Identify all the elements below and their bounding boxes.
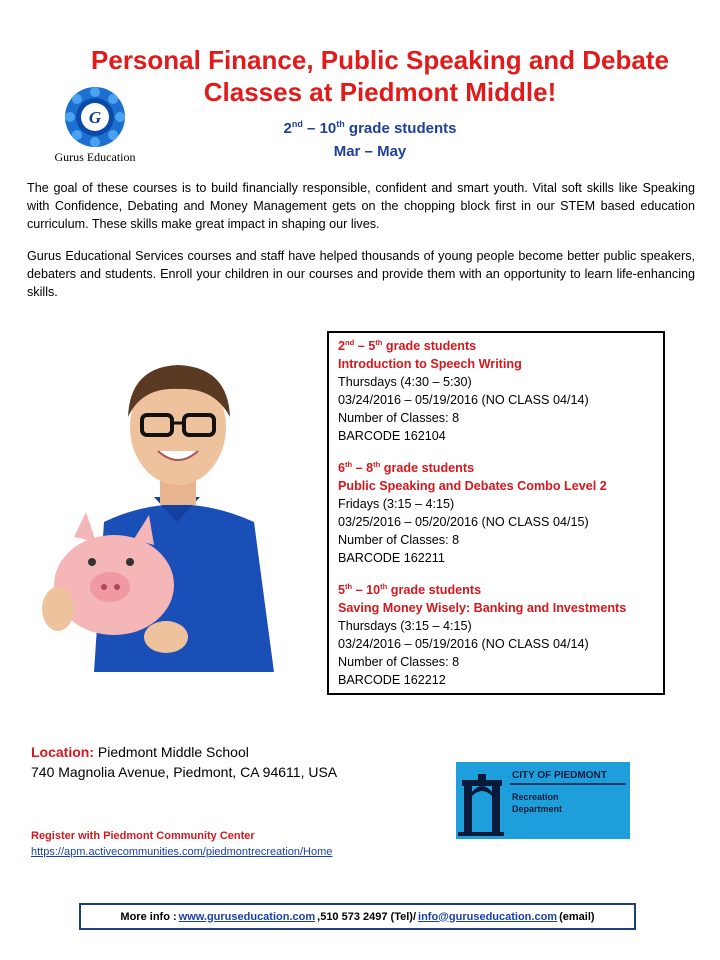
- location-label: Location:: [31, 744, 94, 760]
- class-entry: [338, 459, 654, 567]
- class-grade-range: 5th – 10th grade students: [338, 581, 482, 597]
- intro-paragraph-1: The goal of these courses is to build financially responsible, confident and smart youth. Vital soft skills like Speaking with Confidence, Debating and Money Management gets on the chopping block first in our STEM based education curriculum. These skills make great impact in shaping our lives.: [27, 181, 695, 231]
- email-link[interactable]: info@guruseducation.com: [418, 910, 558, 923]
- city-of-piedmont-logo: [456, 762, 630, 839]
- class-count: Number of Classes: 8: [338, 655, 460, 669]
- footer-email-suffix: (email): [559, 910, 595, 923]
- svg-text:G: G: [88, 108, 102, 127]
- class-title: Introduction to Speech Writing: [338, 357, 522, 371]
- class-title: Public Speaking and Debates Combo Level 2: [338, 479, 607, 493]
- page-title: [40, 44, 720, 108]
- class-barcode: BARCODE 162104: [338, 429, 446, 443]
- grade-range-subtitle: 2nd – 10th grade students: [283, 119, 457, 137]
- class-title: Saving Money Wisely: Banking and Investments: [338, 601, 627, 615]
- intro-paragraph-2: Gurus Educational Services courses and staff have helped thousands of young people become better public speakers, debaters and students. Enroll your children in our courses and provide them with an opportunity to learn life-enhancing skills.: [27, 249, 695, 299]
- class-dates: 03/25/2016 – 05/20/2016 (NO CLASS 04/15): [338, 515, 589, 529]
- class-entry: [338, 337, 654, 445]
- class-count: Number of Classes: 8: [338, 533, 460, 547]
- class-dates: 03/24/2016 – 05/19/2016 (NO CLASS 04/14): [338, 393, 589, 407]
- class-dates: 03/24/2016 – 05/19/2016 (NO CLASS 04/14): [338, 637, 589, 651]
- class-schedule: Thursdays (3:15 – 4:15): [338, 619, 472, 633]
- svg-text:Department: Department: [512, 804, 563, 814]
- class-entry: [338, 581, 654, 689]
- logo-caption: Gurus Education: [54, 150, 136, 164]
- more-info-footer: [79, 903, 636, 930]
- website-link[interactable]: www.guruseducation.com: [178, 910, 316, 923]
- class-barcode: BARCODE 162211: [338, 551, 445, 565]
- class-barcode: BARCODE 162212: [338, 673, 446, 687]
- class-schedule-box: [327, 331, 665, 695]
- class-schedule: Thursdays (4:30 – 5:30): [338, 375, 472, 389]
- date-range-subtitle: Mar – May: [333, 143, 407, 160]
- location-block: [31, 742, 337, 782]
- class-schedule: Fridays (3:15 – 4:15): [338, 497, 455, 511]
- boy-with-piggy-bank-image: [34, 347, 321, 672]
- footer-prefix: More info :: [120, 910, 177, 923]
- class-grade-range: 2nd – 5th grade students: [338, 337, 477, 353]
- class-grade-range: 6th – 8th grade students: [338, 459, 475, 475]
- title-line-2: Classes at Piedmont Middle!: [203, 77, 557, 107]
- svg-text:CITY OF PIEDMONT: CITY OF PIEDMONT: [512, 770, 607, 781]
- register-link[interactable]: https://apm.activecommunities.com/piedmontrecreation/Home: [31, 846, 333, 858]
- location-address: 740 Magnolia Avenue, Piedmont, CA 94611, USA: [31, 764, 338, 780]
- title-line-1: Personal Finance, Public Speaking and Debate: [91, 45, 669, 75]
- footer-phone: ,510 573 2497 (Tel)/: [317, 910, 417, 923]
- location-name: Piedmont Middle School: [94, 744, 249, 760]
- svg-text:Recreation: Recreation: [512, 792, 559, 802]
- register-block: [31, 828, 332, 860]
- register-title: Register with Piedmont Community Center: [31, 830, 255, 842]
- class-count: Number of Classes: 8: [338, 411, 460, 425]
